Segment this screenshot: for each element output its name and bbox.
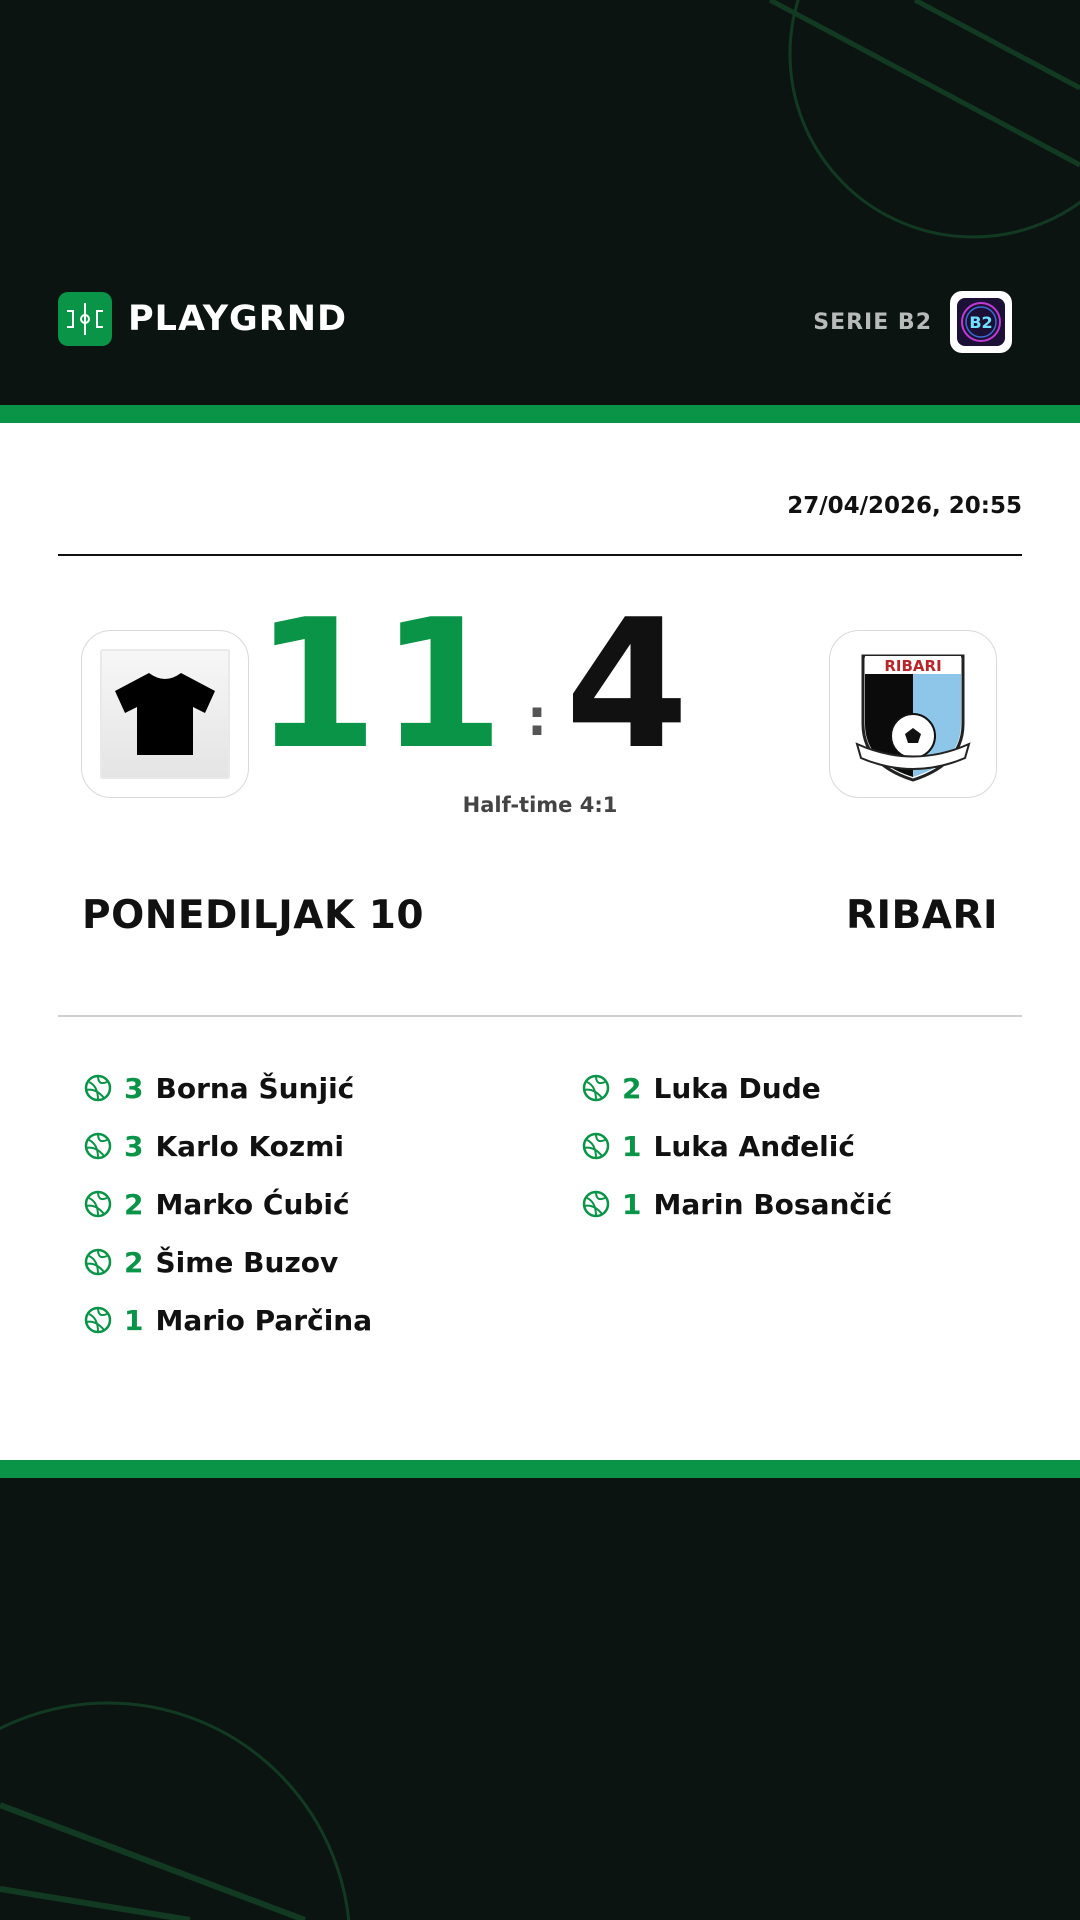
home-score: 11 [254,581,506,788]
crest-text: RIBARI [884,657,942,675]
brand [58,291,347,347]
top-stripe [0,405,1080,423]
ball-icon [84,1248,112,1276]
pitch-icon [58,292,112,346]
score-separator: : [527,689,547,747]
home-team-logo [81,630,249,798]
player-name: Luka Dude [653,1071,821,1105]
bottom-stripe [0,1460,1080,1478]
away-scorers [582,1059,1032,1233]
scorer-row [582,1117,1032,1175]
divider [58,554,1022,556]
home-scorers [84,1059,534,1349]
ball-icon [84,1074,112,1102]
result-card [0,423,1080,1460]
goal-count: 1 [124,1303,144,1337]
scorer-row [582,1059,1032,1117]
ball-icon [582,1074,610,1102]
scorer-row [582,1175,1032,1233]
header [0,0,1080,405]
league-badge-icon [950,291,1012,353]
scorer-row [84,1233,534,1291]
ball-icon [84,1190,112,1218]
halftime-score: Half-time 4:1 [462,793,618,817]
scorer-row [84,1117,534,1175]
divider [58,1015,1022,1017]
shirt-icon [100,649,230,779]
goal-count: 1 [622,1129,642,1163]
match-datetime: 27/04/2026, 20:55 [787,493,1022,519]
player-name: Borna Šunjić [155,1071,355,1105]
ball-icon [582,1190,610,1218]
player-name: Mario Parčina [155,1303,373,1337]
goal-count: 3 [124,1129,144,1163]
player-name: Marko Ćubić [155,1187,350,1221]
ball-icon [84,1306,112,1334]
away-team-name: RIBARI [846,893,998,938]
away-team-logo [829,630,997,798]
ball-icon [84,1132,112,1160]
player-name: Karlo Kozmi [155,1129,344,1163]
brand-name: PLAYGRND [128,299,348,339]
player-name: Šime Buzov [155,1245,339,1279]
scorer-row [84,1291,534,1349]
scorer-row [84,1059,534,1117]
ribari-crest-icon [853,644,973,784]
away-score: 4 [565,581,689,788]
scorer-row [84,1175,534,1233]
home-team-name: PONEDILJAK 10 [82,893,425,938]
league-badge-text: B2 [969,313,993,332]
goal-count: 2 [124,1187,144,1221]
league [813,291,1012,353]
player-name: Marin Bosančić [653,1187,893,1221]
goal-count: 2 [124,1245,144,1279]
goal-count: 1 [622,1187,642,1221]
goal-count: 3 [124,1071,144,1105]
player-name: Luka Anđelić [653,1129,855,1163]
ball-icon [582,1132,610,1160]
league-name: SERIE B2 [813,309,932,335]
goal-count: 2 [622,1071,642,1105]
